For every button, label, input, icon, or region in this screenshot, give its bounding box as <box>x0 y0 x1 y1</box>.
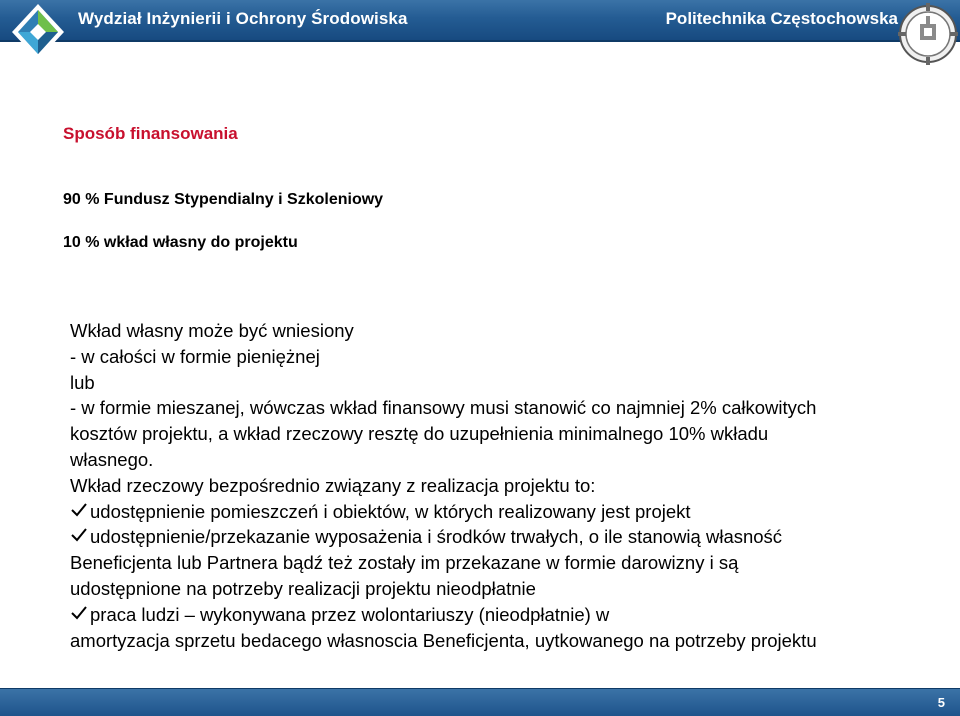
faculty-title: Wydział Inżynierii i Ochrony Środowiska <box>78 9 408 28</box>
bullet-item <box>70 524 940 550</box>
checkmark-icon <box>70 605 88 621</box>
bullet-text: praca ludzi – wykonywana przez wolontariuszy (nieodpłatnie) w <box>90 603 610 625</box>
bullet-item <box>70 602 940 628</box>
body-line: - w całości w formie pieniężnej <box>70 345 320 367</box>
body-line: Wkład własny może być wniesiony <box>70 320 354 341</box>
funding-line-10: 10 % wkład własny do projektu <box>63 234 298 251</box>
bullet-text: udostępnienie pomieszczeń i obiektów, w których realizowany jest projekt <box>90 500 691 522</box>
checkmark-icon <box>70 502 88 518</box>
funding-line-90: 90 % Fundusz Stypendialny i Szkoleniowy <box>63 191 384 208</box>
body-line: - w formie mieszanej, wówczas wkład finansowy musi stanowić co najmniej 2% całkowitych <box>70 397 817 419</box>
body-line: kosztów projektu, a wkład rzeczowy resztę do uzupełnienia minimalnego 10% wkładu <box>70 423 769 445</box>
university-crest-logo-icon <box>898 2 958 66</box>
body-line: własnego. <box>70 448 154 470</box>
body-text-block <box>70 318 940 653</box>
bullet-item <box>70 499 940 525</box>
body-line: Beneficjenta lub Partnera bądź też zostały im przekazane w formie darowizny i są <box>70 552 739 574</box>
slide-footer-bar <box>0 688 960 716</box>
page-number: 5 <box>937 695 945 710</box>
body-line: amortyzacja sprzetu bedacego własnoscia Beneficjenta, uytkowanego na potrzeby projektu <box>70 629 817 651</box>
slide-header-bar <box>0 0 960 42</box>
section-heading: Sposób finansowania <box>63 124 238 143</box>
body-line: udostępnione na potrzeby realizacji projektu nieodpłatnie <box>70 577 536 599</box>
bullet-text: udostępnienie/przekazanie wyposażenia i środków trwałych, o ile stanowią własność <box>90 526 783 548</box>
body-line: Wkład rzeczowy bezpośrednio związany z realizacja projektu to: <box>70 474 596 496</box>
university-title: Politechnika Częstochowska <box>665 9 898 28</box>
body-line: lub <box>70 371 95 393</box>
faculty-diamond-logo-icon <box>10 2 66 62</box>
checkmark-icon <box>70 527 88 543</box>
